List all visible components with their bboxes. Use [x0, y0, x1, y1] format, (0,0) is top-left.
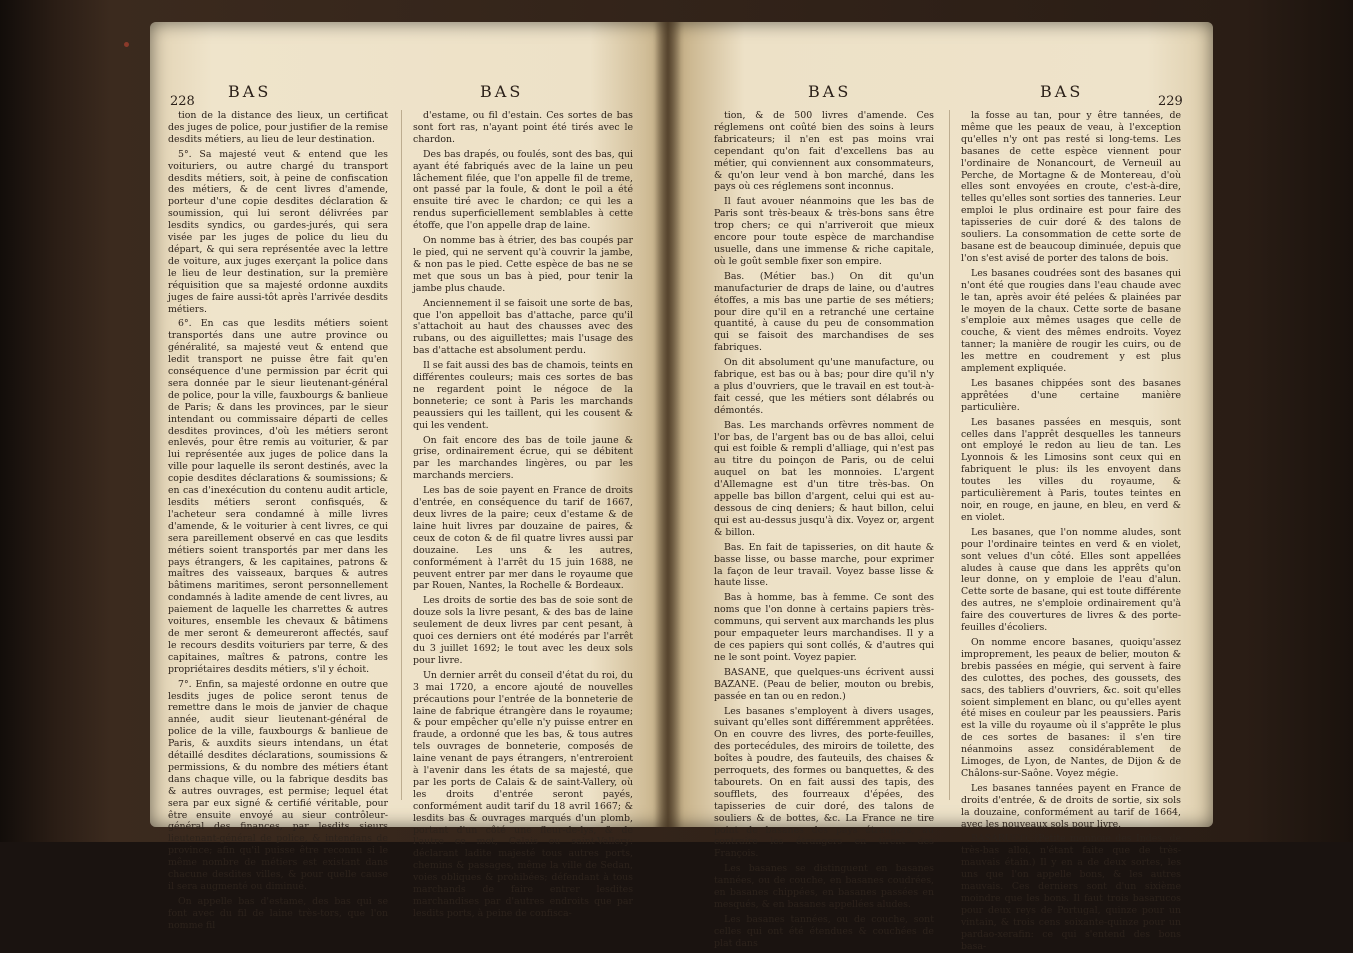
column-rule: [949, 110, 950, 800]
paragraph: BASARUCO. (Petite monnoie des Indes, de très-bas alloi, n'étant faite que de très-mauvais étain.) Il y en a de deux sortes, les uns que l'on appelle bons, & les autres mauvais. Ces derniers sont d'un sixième moindre que les bons. Il faut trois basarucos pour deux reys de Portugal, quinze pour un vintain, & trois cens soixante-quinze pour un pardao-xerafin: ce qui s'entend des bons basa-: [961, 833, 1181, 952]
paragraph: d'estame, ou fil d'estain. Ces sortes de bas sont fort ras, n'ayant point été tirés avec le chardon.: [413, 110, 633, 145]
paragraph: Bas. Les marchands orfèvres nomment de l'or bas, de l'argent bas ou de bas alloi, celui qui est foible & rempli d'alliage, qui n'est pas au titre du poinçon de Paris, ou de celui auquel on bat les monnoies. L'argent d'Allemagne est d'un titre très-bas. On appelle bas billon d'argent, celui qui est au-dessous de cinq deniers; & haut billon, celui qui est au-dessus jusqu'à dix. Voyez or, argent & billon.: [714, 419, 934, 538]
paragraph: 6°. En cas que lesdits métiers soient transportés dans une autre province ou généralité, sa majesté veut & entend que ledit transport ne puisse être fait qu'en conséquence d'une permission par écrit qui sera donnée par le sieur lieutenant-général de police, pour la ville, fauxbourgs & banlieue de Paris; & dans les provinces, par le sieur intendant ou commissaire départi de celles desdites provinces, d'où les métiers seront enlevés, pour être remis au voiturier, & par lui représentée aux juges de police dans la ville pour laquelle ils seront destinés, avec la copie desdites déclarations & soumissions; & en cas d'inexécution du contenu audit article, lesdits métiers seront confisqués, & l'acheteur sera condamné à mille livres d'amende, & le voiturier à cent livres, ce qui sera pareillement observé en cas que lesdits métiers soient transportés par mer dans les pays étrangers, & les capitaines, patrons & maîtres des vaisseaux, barques & autres bâtimens maritimes, seront personnellement condamnés à ladite amende de cent livres, au paiement de laquelle les charrettes & autres voitures, ensemble les chevaux & bâtimens de mer seront & demeureront affectés, sauf le recours desdits voituriers par terre, & des capitaines, maîtres & patrons, contre les propriétaires desdits métiers, s'il y échoit.: [168, 318, 388, 675]
paragraph: Un dernier arrêt du conseil d'état du roi, du 3 mai 1720, a encore ajouté de nouvelles précautions pour l'entrée de la bonneterie de laine de fabrique étrangère dans le royaume; & pour empêcher qu'elle n'y puisse entrer en fraude, a ordonné que les bas, & tous autres tels ouvrages de bonneterie, composés de laine venant de pays étrangers, n'entreroient à l'avenir dans les états de sa majesté, que par les ports de Calais & de saint-Vallery, où les droits d'entrée seront payés, conformément audit tarif du 18 avril 1667; & lesdits bas & ouvrages marqués d'un plomb, portant d'un côté une fleur-de-lys, & de l'autre ce mot, Calais ou saint-Vallery: déclarant ladite majesté tous autres ports, chemins & passages, même la ville de Sedan, voies obliques & prohibées; défendant à tous marchands de faire entrer lesdites marchandises par d'autres endroits que par lesdits ports, à peine de confisca-: [413, 669, 633, 919]
left-page-column-1: [168, 110, 388, 931]
left-page: [150, 22, 668, 931]
paragraph: Les droits de sortie des bas de soie sont de douze sols la livre pesant, & des bas de laine seulement de deux livres par cent pesant, à quoi ces derniers ont été modérés par l'arrêt du 3 juillet 1692; le tout avec les deux sols pour livre.: [413, 595, 633, 666]
paragraph: Les basanes passées en mesquis, sont celles dans l'apprêt desquelles les tanneurs ont employé le redon au lieu de tan. Les Lyonnois & les Limosins sont ceux qui en fabriquent le plus: ils les envoyent dans toutes les villes du royaume, & particulièrement à Paris, toutes teintes en noir, en rouge, en jaune, en bleu, en verd & en violet.: [961, 416, 1181, 523]
paragraph: On dit absolument qu'une manufacture, ou fabrique, est bas ou à bas; pour dire qu'il n'y a plus d'ouvriers, que le travail en est tout-à-fait cessé, que les métiers sont délabrés ou démontés.: [714, 357, 934, 416]
paragraph: Il se fait aussi des bas de chamois, teints en différentes couleurs; mais ces sortes de bas ne regardent point le négoce de la bonneterie; ce sont à Paris les marchands peaussiers qui les taillent, qui les cousent & qui les vendent.: [413, 360, 633, 431]
paragraph: Bas à homme, bas à femme. Ce sont des noms que l'on donne à certains papiers très-communs, qui servent aux marchands les plus pour empaqueter leurs marchandises. Il y a de ces papiers qui sont collés, & d'autres qui ne le sont point. Voyez papier.: [714, 592, 934, 663]
paragraph: Des bas drapés, ou foulés, sont des bas, qui ayant été fabriqués avec de la laine un peu lâchement filée, que l'on appelle fil de treme, ont passé par la foule, & dont le poil a été ensuite tiré avec le chardon; ce qui les a rendus superficiellement semblables à cette étoffe, que l'on appelle drap de laine.: [413, 148, 633, 232]
paragraph: la fosse au tan, pour y être tannées, de même que les peaux de veau, à l'exception qu'elles n'y ont pas resté si long-tems. Les basanes de cette espèce viennent pour l'ordinaire de Nonancourt, de Verneuil au Perche, de Mortagne & de Montereau, d'où elles sont envoyées en croute, c'est-à-dire, telles qu'elles sont sorties des tanneries. Leur emploi le plus ordinaire est pour faire des tapisseries de cuir doré & des talons de souliers. La consommation de cette sorte de basane est de beaucoup diminuée, depuis que l'on s'est avisé de porter des talons de bois.: [961, 110, 1181, 264]
right-page: [668, 22, 1213, 952]
paragraph: Les basanes tannées payent en France de droits d'entrée, & de droits de sortie, six sols la douzaine, conformément au tarif de 1664, avec les nouveaux sols pour livre.: [961, 782, 1181, 830]
paragraph: BASANE, que quelques-uns écrivent aussi BAZANE. (Peau de belier, mouton ou brebis, passée en tan ou en redon.): [714, 666, 934, 702]
paragraph: Les basanes chippées sont des basanes apprêtées d'une certaine manière particulière.: [961, 377, 1181, 413]
running-head-left: BAS: [808, 82, 852, 101]
page-number: 229: [1158, 94, 1183, 109]
paragraph: Bas. En fait de tapisseries, on dit haute & basse lisse, ou basse marche, pour exprimer la façon de leur travail. Voyez basse lisse & haute lisse.: [714, 541, 934, 589]
paragraph: Les basanes tannées, ou de couche, sont celles qui ont été étendues & couchées de plat dans: [714, 913, 934, 949]
paragraph: tion de la distance des lieux, un certificat des juges de police, pour justifier de la remise desdits métiers, au lieu de leur destination.: [168, 110, 388, 145]
column-rule: [401, 110, 402, 800]
paragraph: On nomme encore basanes, quoiqu'assez improprement, les peaux de belier, mouton & brebis passées en mégie, qui servent à faire des culottes, des poches, des goussets, des sacs, des tabliers d'ouvriers, &c. soit qu'elles soient simplement en blanc, ou qu'elles ayent été mises en couleur par les peaussiers. Paris est la ville du royaume où il s'apprête le plus de ces sortes de basanes: il s'en tire néanmoins assez considérablement de Limoges, de Lyon, de Nantes, de Dijon & de Châlons-sur-Saône. Voyez mégie.: [961, 636, 1181, 779]
page-number: 228: [170, 94, 195, 109]
paragraph: 5°. Sa majesté veut & entend que les voituriers, ou autre chargé du transport desdits métiers, soit, à peine de confiscation des métiers, & de cent livres d'amende, porteur d'une copie desdites déclaration & soumission, qui lui seront délivrées par lesdits syndics, ou gardes-jurés, qui sera visée par les juges de police du lieu du départ, & qui sera représentée avec la lettre de voiture, aux juges exerçant la police dans le lieu de leur destination, sur la première réquisition que sa majesté ordonne auxdits juges de faire aussi-tôt après l'arrivée desdits métiers.: [168, 148, 388, 315]
paragraph: Les bas de soie payent en France de droits d'entrée, en conséquence du tarif de 1667, deux livres de la paire; ceux d'estame & de laine huit livres par douzaine de paires, & ceux de coton & de fil quatre livres aussi par douzaine. Les uns & les autres, conformément à l'arrêt du 15 juin 1688, ne peuvent entrer par mer dans le royaume que par Rouen, Nantes, la Rochelle & Bordeaux.: [413, 485, 633, 592]
right-page-column-2: [961, 110, 1181, 952]
paragraph: 7°. Enfin, sa majesté ordonne en outre que lesdits juges de police seront tenus de remettre dans le mois de janvier de chaque année, audit sieur lieutenant-général de police de la ville, fauxbourgs & banlieue de Paris, & auxdits sieurs intendans, un état détaillé desdites déclarations, soumissions & permissions, & du nombre des métiers étant dans chaque ville, ou la fabrique desdits bas & autres ouvrages, est permise; lequel état sera par eux signé & certifié véritable, pour être ensuite envoyé au sieur contrôleur-général des finances, par lesdits sieurs lieutenant-général de police, & intendans de province; afin qu'il puisse être reconnu si le même nombre de métiers est existant dans chacune desdites villes, & pour quelle cause il sera augmenté ou diminué.: [168, 678, 388, 892]
paragraph: Il faut avouer néanmoins que les bas de Paris sont très-beaux & très-bons sans être trop chers; ce qui n'arriveroit que mieux encore pour toute espèce de marchandise usuelle, dans une immense & riche capitale, où le goût semble fixer son empire.: [714, 196, 934, 267]
running-head-left: BAS: [228, 82, 272, 101]
paragraph: On appelle bas d'estame, des bas qui se font avec du fil de laine très-tors, que l'on nomme fil: [168, 895, 388, 931]
paragraph: Bas. (Métier bas.) On dit qu'un manufacturier de draps de laine, ou d'autres étoffes, a mis bas une partie de ses métiers; pour dire qu'il en a retranché une certaine quantité, à cause du peu de consommation qui se faisoit des marchandises de ses fabriques.: [714, 270, 934, 354]
paragraph: Les basanes s'employent à divers usages, suivant qu'elles sont différemment apprêtées. On en couvre des livres, des porte-feuilles, des portecédules, des miroirs de toilette, des boîtes à poudre, des fauteuils, des chaises & perroquets, des formes ou banquettes, & des tabourets. On en fait aussi des tapis, des soufflets, des fourreaux d'épées, des tapisseries de cuir doré, des talons de souliers & de bottes, &c. La France ne tire point de basanes des pays étrangers, au contraire les étrangers en tirent des François.: [714, 705, 934, 860]
red-dot: [124, 42, 129, 47]
paragraph: tion, & de 500 livres d'amende. Ces réglemens ont coûté bien des soins à leurs fabricateurs; il n'en est pas moins vrai cependant qu'on fait d'excellens bas au métier, qui conviennent aux consommateurs, & qu'on leur vend à bon marché, dans les pays où ces réglemens sont inconnus.: [714, 110, 934, 193]
paragraph: Les basanes coudrées sont des basanes qui n'ont été que rougies dans l'eau chaude avec le tan, après avoir été pelées & plainées par le moyen de la chaux. Cette sorte de basane s'emploie aux mêmes usages que celle de couche, & vient des mêmes endroits. Voyez tanner; la manière de rougir les cuirs, ou de les mettre en coudrement y est plus amplement expliquée.: [961, 267, 1181, 375]
running-head-right: BAS: [1040, 82, 1084, 101]
paragraph: On nomme bas à étrier, des bas coupés par le pied, qui ne servent qu'à couvrir la jambe, & non pas le pied. Cette espèce de bas ne se met que sous un bas à pied, pour tenir la jambe plus chaude.: [413, 235, 633, 294]
left-page-header: [150, 66, 668, 109]
paragraph: Anciennement il se faisoit une sorte de bas, que l'on appelloit bas d'attache, parce qu'il s'attachoit au haut des chausses avec des rubans, ou des aiguillettes; mais l'usage des bas d'attache est absolument perdu.: [413, 297, 633, 357]
left-page-column-2: [413, 110, 633, 919]
right-page-header: [668, 66, 1213, 109]
running-head-right: BAS: [480, 82, 524, 101]
paragraph: On fait encore des bas de toile jaune & grise, ordinairement écrue, qui se débitent par les marchandes lingères, ou par les marchands merciers.: [413, 434, 633, 482]
paragraph: Les basanes, que l'on nomme aludes, sont pour l'ordinaire teintes en verd & en violet, sont velues d'un côté. Elles sont appellées aludes à cause que dans les apprêts qu'on leur donne, on y emploie de l'eau d'alun. Cette sorte de basane, qui est toute différente des autres, ne s'emploie ordinairement qu'à faire des couvertures de livres & des porte-feuilles d'écoliers.: [961, 526, 1181, 634]
paragraph: Les basanes se distinguent en basanes tannées, ou de couche, en basanes coudrées, en basanes chippées, en basanes passées en mesqués, & en basanes appellées aludes.: [714, 863, 934, 910]
right-page-column-1: [714, 110, 934, 949]
